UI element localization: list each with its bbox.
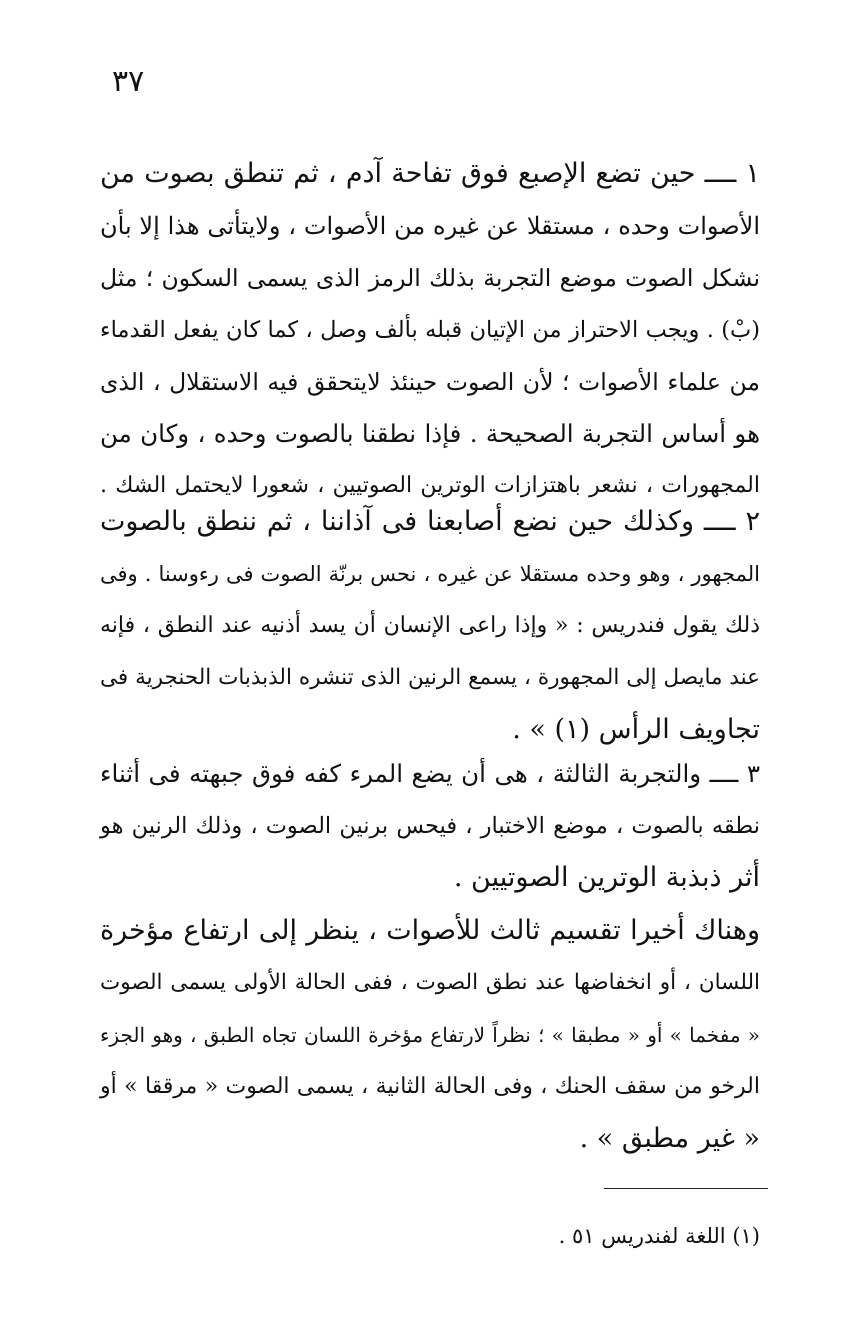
text-line: وهناك أخيرا تقسيم ثالث للأصوات ، ينظر إلى ارتفاع مؤخرة	[100, 915, 760, 946]
text-line: الرخو من سقف الحنك ، وفى الحالة الثانية ، يسمى الصوت « مرققا » أو	[100, 1074, 760, 1099]
text-line: عند مايصل إلى المجهورة ، يسمع الرنين الذى تنشره الذبذبات الحنجرية فى	[100, 665, 760, 690]
text-line: تجاويف الرأس (١) » .	[512, 714, 760, 745]
text-line: (بْ) . ويجب الاحتراز من الإتيان قبله بألف وصل ، كما كان يفعل القدماء	[100, 317, 760, 343]
text-line: ١ ــــ حين تضع الإصبع فوق تفاحة آدم ، ثم تنطق بصوت من	[100, 158, 760, 189]
text-line: « غير مطبق » .	[579, 1123, 760, 1154]
paragraph-3	[100, 748, 760, 904]
text-line: الأصوات وحده ، مستقلا عن غيره من الأصوات ، ولايتأتى هذا إلا بأن	[100, 212, 760, 240]
text-line: نشكل الصوت موضع التجربة بذلك الرمز الذى يسمى السكون ؛ مثل	[100, 264, 760, 292]
text-line: المجهور ، وهو وحده مستقلا عن غيره ، نحس برنّة الصوت فى رءوسنا . وفى	[100, 562, 760, 586]
text-line: من علماء الأصوات ؛ لأن الصوت حينئذ لايتحقق فيه الاستقلال ، الذى	[100, 368, 760, 396]
text-line: أثر ذبذبة الوترين الصوتيين .	[453, 862, 760, 893]
text-line: هو أساس التجربة الصحيحة . فإذا نطقنا بالصوت وحده ، وكان من	[100, 419, 760, 448]
text-line: ذلك يقول فندريس : « وإذا راعى الإنسان أن يسد أذنيه عند النطق ، فإنه	[100, 613, 760, 638]
text-line: ٣ ــــ والتجربة الثالثة ، هى أن يضع المرء كفه فوق جبهته فى أثناء	[100, 759, 760, 788]
text-line: المجهورات ، نشعر باهتزازات الوترين الصوتيين ، شعورا لايحتمل الشك .	[100, 473, 760, 498]
paragraph-4	[100, 905, 760, 1165]
text-line: اللسان ، أو انخفاضها عند نطق الصوت ، ففى الحالة الأولى يسمى الصوت	[100, 970, 760, 995]
paragraph-2	[100, 496, 760, 756]
page-number: ٣٧	[112, 64, 145, 99]
text-line: « مفخما » أو « مطبقا » ؛ نظراً لارتفاع مؤخرة اللسان تجاه الطبق ، وهو الجزء	[100, 1023, 760, 1047]
paragraph-1	[100, 148, 760, 512]
text-line: ٢ ــــ وكذلك حين نضع أصابعنا فى آذاننا ، ثم ننطق بالصوت	[100, 506, 760, 537]
footnote-divider	[604, 1188, 768, 1189]
text-line: نطقه بالصوت ، موضع الاختبار ، فيحس برنين الصوت ، وذلك الرنين هو	[100, 813, 760, 839]
footnote: (١) اللغة لفندريس ٥١ .	[558, 1224, 760, 1248]
